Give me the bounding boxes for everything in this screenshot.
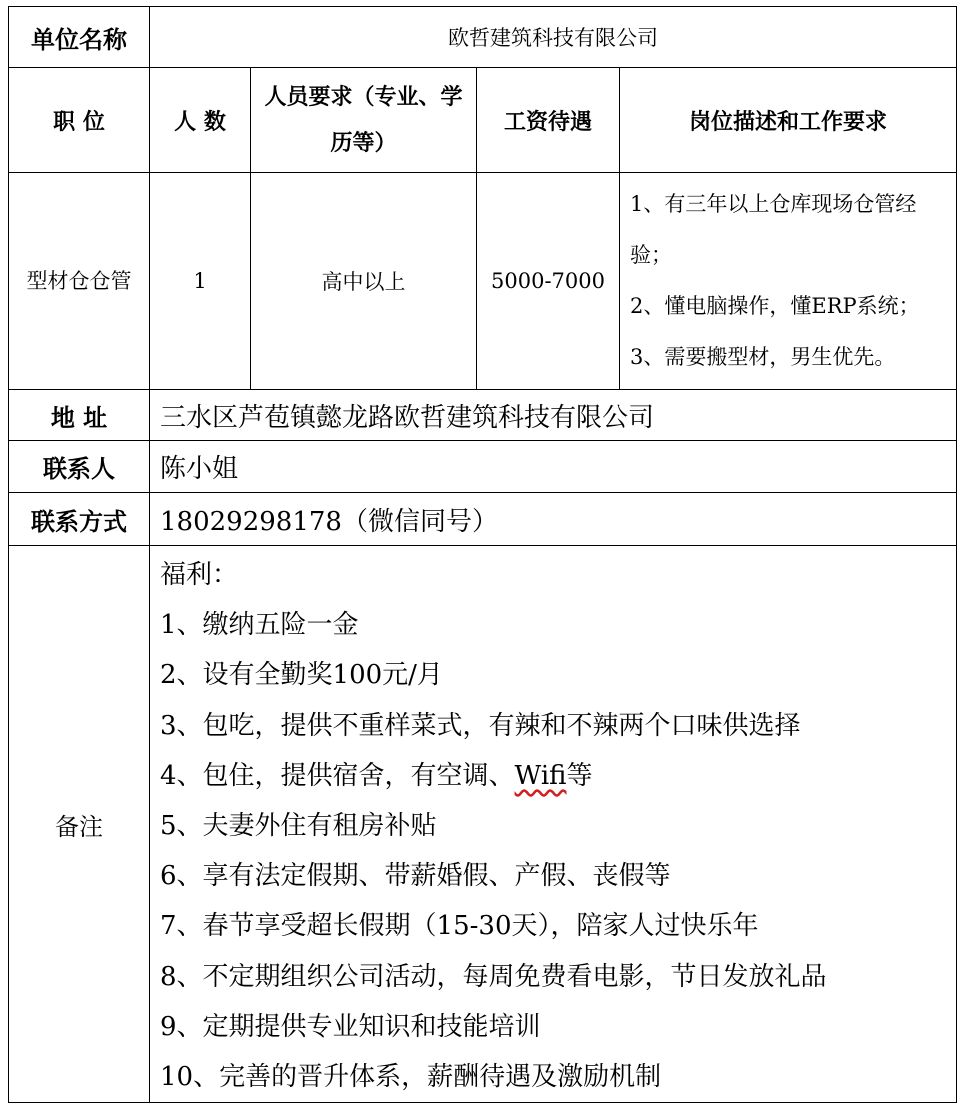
description-line: 1、有三年以上仓库现场仓管经验； bbox=[630, 192, 917, 267]
benefit-item: 10、完善的晋升体系，薪酬待遇及激励机制 bbox=[160, 1061, 662, 1092]
notes-content bbox=[150, 546, 957, 1103]
description-line: 2、懂电脑操作，懂ERP系统； bbox=[630, 294, 920, 318]
description-line: 3、需要搬型材，男生优先。 bbox=[630, 345, 896, 369]
address-value: 三水区芦苞镇懿龙路欧哲建筑科技有限公司 bbox=[150, 390, 957, 441]
contact-person-row bbox=[9, 441, 957, 493]
header-row bbox=[9, 68, 957, 173]
benefit-item: 7、春节享受超长假期（15-30天），陪家人过快乐年 bbox=[160, 911, 759, 942]
position-header: 职 位 bbox=[9, 68, 150, 173]
job-count: 1 bbox=[150, 173, 251, 390]
headcount-header: 人 数 bbox=[150, 68, 251, 173]
address-row bbox=[9, 390, 957, 441]
benefit-item: 6、享有法定假期、带薪婚假、产假、丧假等 bbox=[160, 861, 671, 892]
job-description bbox=[620, 173, 957, 390]
notes-row bbox=[9, 546, 957, 1103]
salary-header: 工资待遇 bbox=[477, 68, 620, 173]
contact-method-label: 联系方式 bbox=[9, 493, 150, 546]
contact-method-row bbox=[9, 493, 957, 546]
company-name: 欧哲建筑科技有限公司 bbox=[150, 7, 957, 68]
benefit-item: 3、包吃，提供不重样菜式，有辣和不辣两个口味供选择 bbox=[160, 710, 801, 741]
job-salary: 5000-7000 bbox=[477, 173, 620, 390]
benefit-item-end: 等 bbox=[566, 760, 593, 791]
recruitment-table bbox=[8, 6, 957, 1103]
benefits-heading: 福利： bbox=[160, 560, 239, 590]
benefit-item-text: 4、包住，提供宿舍，有空调、 bbox=[160, 760, 515, 791]
contact-person-value: 陈小姐 bbox=[150, 441, 957, 493]
benefit-item: 5、夫妻外住有租房补贴 bbox=[160, 810, 437, 841]
wifi-text: Wifi bbox=[514, 760, 567, 791]
notes-label: 备注 bbox=[9, 546, 150, 1103]
contact-method-value: 18029298178（微信同号） bbox=[150, 493, 957, 546]
unit-name-label: 单位名称 bbox=[9, 7, 150, 68]
benefit-item: 9、定期提供专业知识和技能培训 bbox=[160, 1011, 541, 1042]
benefit-item: 1、缴纳五险一金 bbox=[160, 610, 359, 641]
job-title: 型材仓仓管 bbox=[9, 173, 150, 390]
address-label: 地 址 bbox=[9, 390, 150, 441]
description-header: 岗位描述和工作要求 bbox=[620, 68, 957, 173]
company-row bbox=[9, 7, 957, 68]
contact-person-label: 联系人 bbox=[9, 441, 150, 493]
job-row bbox=[9, 173, 957, 390]
requirements-header: 人员要求（专业、学历等） bbox=[251, 68, 477, 173]
benefit-item: 2、设有全勤奖100元/月 bbox=[160, 660, 443, 691]
benefit-item: 8、不定期组织公司活动，每周免费看电影，节日发放礼品 bbox=[160, 961, 827, 992]
job-requirement: 高中以上 bbox=[251, 173, 477, 390]
benefit-item bbox=[160, 751, 956, 801]
